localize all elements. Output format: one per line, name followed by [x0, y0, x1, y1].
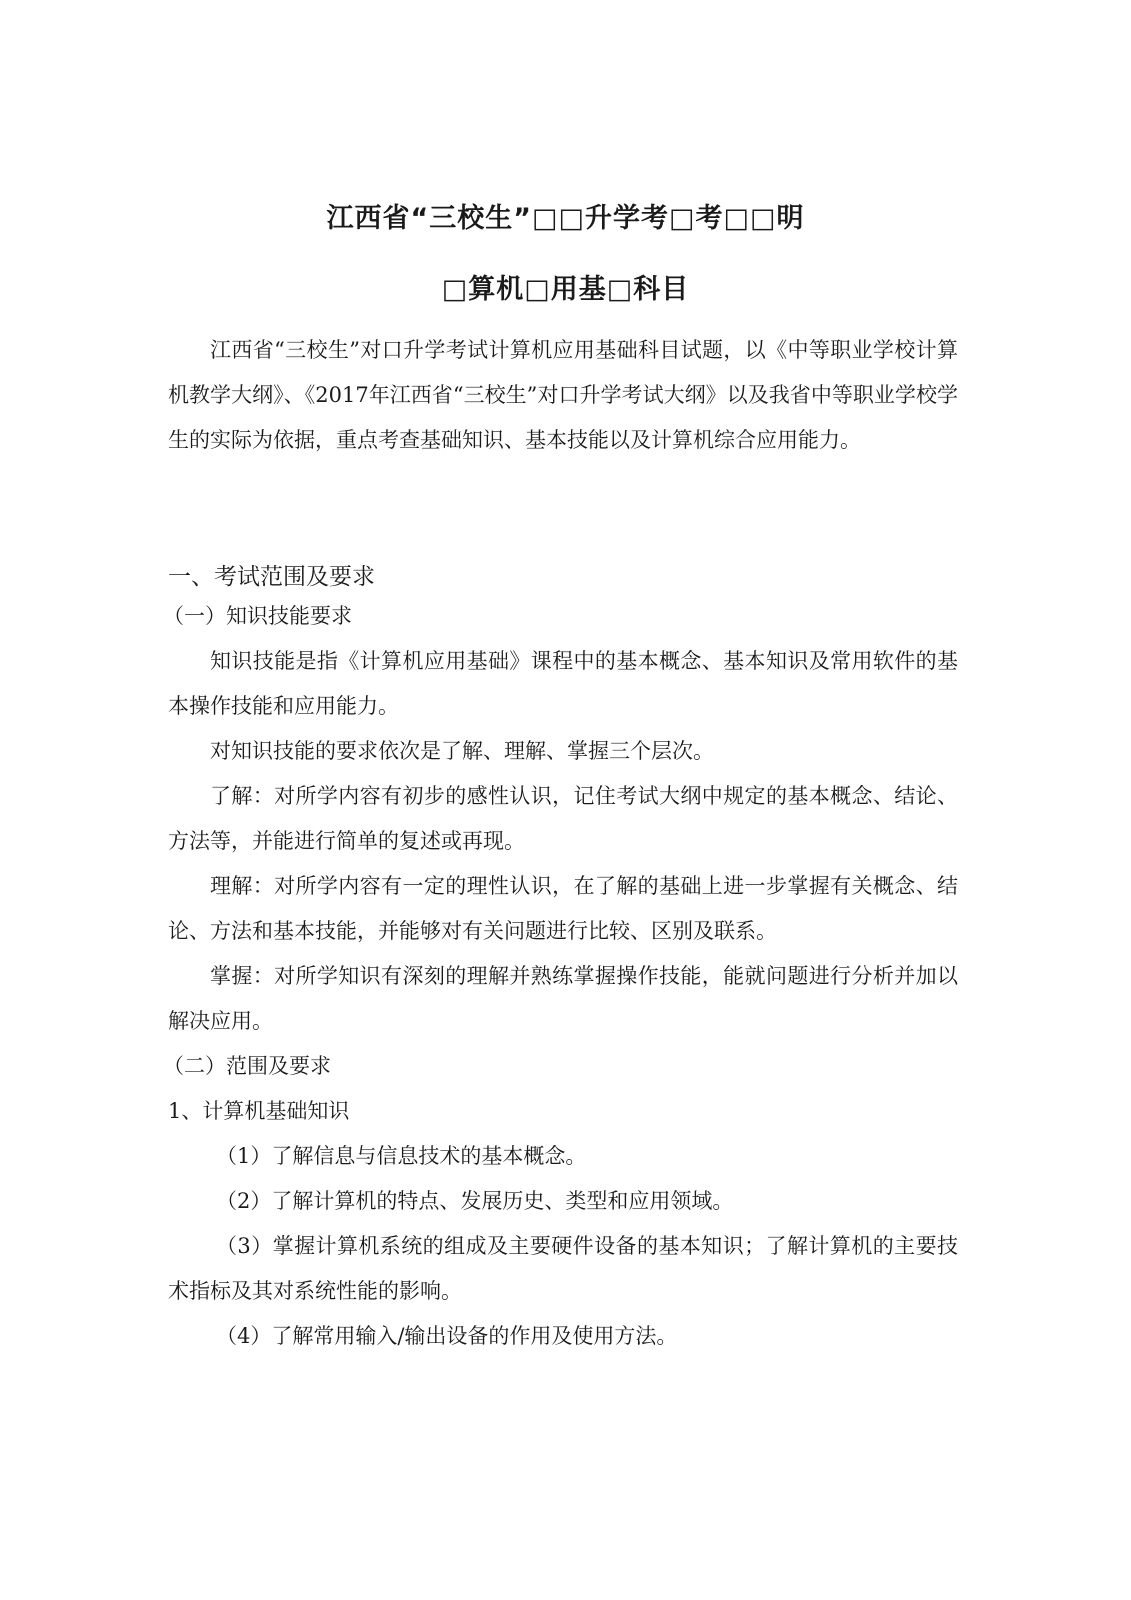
topic-heading-computer-basics: 1、计算机基础知识	[168, 1099, 350, 1123]
section-heading: 一、考试范围及要求	[168, 564, 375, 590]
section-body	[163, 594, 958, 1359]
intro-paragraph: 江西省“三校生”对口升学考试计算机应用基础科目试题，以《中等职业学校计算机教学大纲》、《2017年江西省“三校生”对口升学考试大纲》以及我省中等职业学校学生的实际为依据，重点考查基础知识、基本技能以及计算机综合应用能力。	[168, 338, 958, 452]
list-item: （2）了解计算机的特点、发展历史、类型和应用领域。	[216, 1189, 734, 1213]
list-item: （3）掌握计算机系统的组成及主要硬件设备的基本知识；了解计算机的主要技术指标及其对系统性能的影响。	[168, 1234, 958, 1303]
paragraph-comprehend: 理解：对所学内容有一定的理性认识，在了解的基础上进一步掌握有关概念、结论、方法和基本技能，并能够对有关问题进行比较、区别及联系。	[168, 874, 958, 943]
list-item: （4）了解常用输入/输出设备的作用及使用方法。	[216, 1324, 678, 1348]
paragraph-understand-basic: 了解：对所学内容有初步的感性认识，记住考试大纲中规定的基本概念、结论、方法等，并能进行简单的复述或再现。	[168, 784, 958, 853]
paragraph-levels: 对知识技能的要求依次是了解、理解、掌握三个层次。	[210, 739, 714, 763]
subsection-heading-scope: （二）范围及要求	[163, 1054, 331, 1078]
list-item: （1）了解信息与信息技术的基本概念。	[216, 1144, 587, 1168]
subsection-heading-knowledge: （一）知识技能要求	[163, 604, 352, 628]
paragraph-knowledge-definition: 知识技能是指《计算机应用基础》课程中的基本概念、基本知识及常用软件的基本操作技能和应用能力。	[168, 649, 958, 718]
paragraph-master: 掌握：对所学知识有深刻的理解并熟练掌握操作技能，能就问题进行分析并加以解决应用。	[168, 964, 958, 1033]
document-subtitle: □算机□用基□科目	[441, 274, 690, 305]
document-title: 江西省“三校生”□□升学考□考□□明	[326, 203, 805, 234]
